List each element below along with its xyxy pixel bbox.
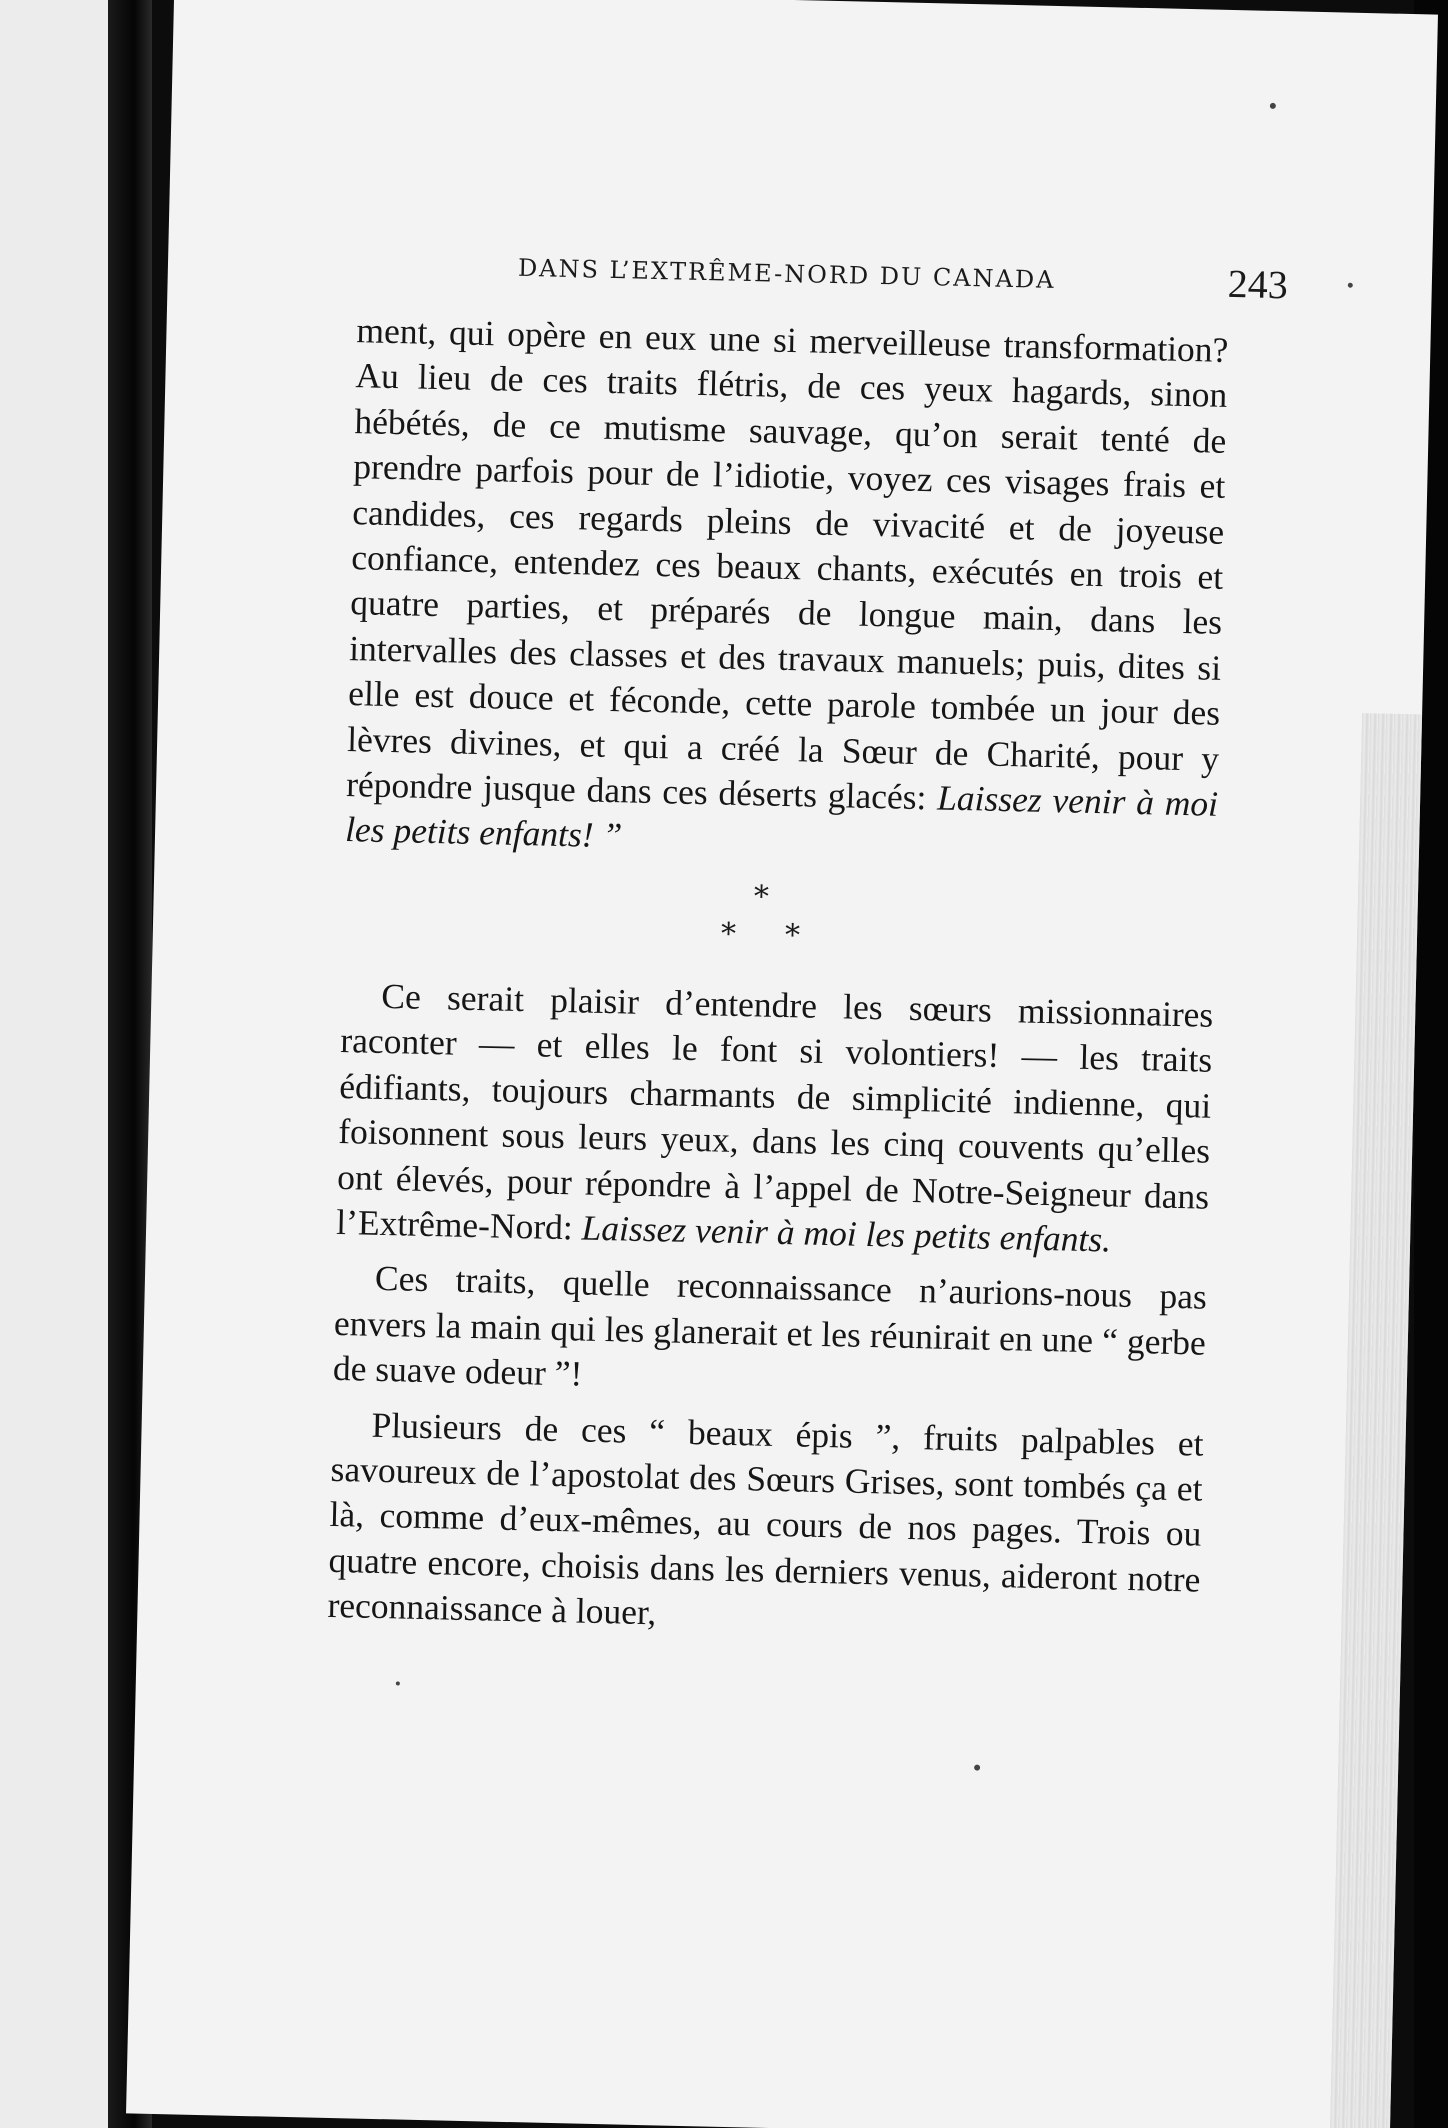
page-body — [327, 308, 1229, 1648]
asterism-star-left: * — [720, 916, 737, 952]
paragraph-4-text: Plusieurs de ces “ beaux épis ”, fruits palpables et savoureux de l’apostolat des Sœurs Grises, sont tombés ça et là, comme d’eux-mêmes, au cours de nos pages. Trois ou quatre encore, choisis dans les derniers venus, aideront notre reconnaissance à louer, — [327, 1404, 1204, 1633]
dust-speck — [1270, 103, 1276, 109]
paragraph-2 — [336, 973, 1214, 1265]
asterism-star-top: * — [753, 879, 770, 915]
paragraph-3-text: Ces traits, quelle reconnaissance n’aurions-nous pas envers la main qui les glanerait et les réunirait en une “ gerbe de suave odeur ”! — [332, 1258, 1208, 1394]
dust-speck — [974, 1765, 980, 1771]
paragraph-1 — [345, 308, 1229, 873]
book-page — [126, 0, 1438, 2128]
dust-speck — [1348, 283, 1353, 288]
facing-page-margin — [0, 0, 110, 2128]
section-break-asterism — [342, 853, 1216, 993]
dust-speck — [396, 1681, 400, 1685]
paragraph-4 — [327, 1401, 1204, 1648]
page-header — [517, 244, 1288, 321]
asterism-star-right: * — [784, 917, 801, 954]
paragraph-1-quote: Laissez venir à moi les petits enfants! ” — [344, 777, 1219, 856]
running-title: DANS L’EXTRÊME-NORD DU CANADA — [517, 253, 1056, 294]
page-stack-edge — [1330, 713, 1422, 2128]
paragraph-1-text: ment, qui opère en eux une si merveilleuse transformation? Au lieu de ces traits flétris, de ces yeux hagards, sinon hébétés, de ce mutisme sauvage, qu’on serait tenté de prendre parfois pour de l’idiotie, voyez ces visages frais et candides, ces regards pleins de vivacité et de joyeuse confiance, entendez ces beaux chants, exécutés en trois et quatre parties, et préparés de longue main, dans les intervalles des classes et des travaux manuels; puis, dites si elle est douce et féconde, cette parole tombée un jour des lèvres divines, et qui a créé la Sœur de Charité, pour y répondre jusque dans ces déserts glacés: — [345, 310, 1229, 818]
paragraph-3 — [332, 1255, 1207, 1411]
paragraph-2-text: Ce serait plaisir d’entendre les sœurs missionnaires raconter — et elles le font si volontiers! — les traits édifiants, toujours charmants de simplicité indienne, qui foisonnent sous leurs yeux, dans les cinq couvents qu’elles ont élevés, pour répondre à l’appel de Notre-Seigneur dans l’Extrême-Nord: — [335, 975, 1214, 1248]
page-number: 243 — [1227, 260, 1289, 308]
paragraph-2-quote: Laissez venir à moi les petits enfants. — [581, 1207, 1112, 1260]
